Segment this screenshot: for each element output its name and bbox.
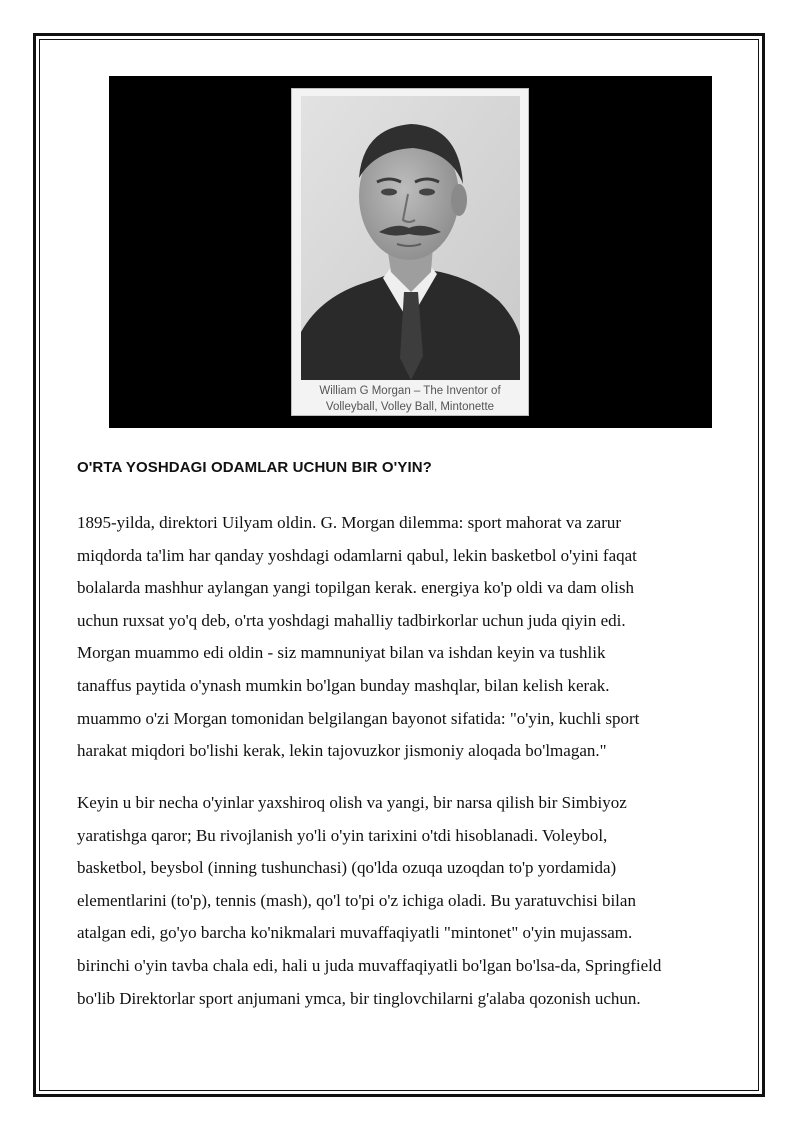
paragraph-1-line: muammo o'zi Morgan tomonidan belgilangan bayonot sifatida: "o'yin, kuchli sport bbox=[77, 708, 640, 728]
paragraph-1-line: bolalarda mashhur aylangan yangi topilgan kerak. energiya ko'p oldi va dam olish bbox=[77, 578, 634, 598]
paragraph-2-line: birinchi o'yin tavba chala edi, hali u juda muvaffaqiyatli bo'lgan bo'lsa-da, Springfield bbox=[77, 955, 662, 975]
paragraph-2-line: atalgan edi, go'yo barcha ko'nikmalari muvaffaqiyatli "mintonet" o'yin mujassam. bbox=[77, 923, 633, 943]
paragraph-1-line: uchun ruxsat yo'q deb, o'rta yoshdagi mahalliy tadbirkorlar uchun juda qiyin edi. bbox=[77, 610, 626, 630]
paragraph-1-line: miqdorda ta'lim har qanday yoshdagi odamlarni qabul, lekin basketbol o'yini faqat bbox=[77, 545, 637, 565]
paragraph-2-line: bo'lib Direktorlar sport anjumani ymca, bir tinglovchilarni g'alaba qozonish uchun. bbox=[77, 988, 641, 1008]
paragraph-2-line: yaratishga qaror; Bu rivojlanish yo'li o'yin tarixini o'tdi hisoblanadi. Voleybol, bbox=[77, 825, 608, 845]
photo-panel bbox=[109, 76, 712, 428]
paragraph-2 bbox=[77, 787, 737, 1015]
paragraph-1-line: 1895-yilda, direktori Uilyam oldin. G. Morgan dilemma: sport mahorat va zarur bbox=[77, 513, 622, 532]
portrait-photo bbox=[301, 96, 520, 380]
paragraph-1-line: harakat miqdori bo'lishi kerak, lekin tajovuzkor jismoniy aloqada bo'lmagan." bbox=[77, 741, 607, 761]
photo-caption bbox=[292, 383, 528, 415]
paragraph-2-line: basketbol, beysbol (inning tushunchasi) (qo'lda ozuqa uzoqdan to'p yordamida) bbox=[77, 858, 617, 878]
photo-card bbox=[291, 88, 529, 416]
section-heading: O'RTA YOSHDAGI ODAMLAR UCHUN BIR O'YIN? bbox=[77, 459, 432, 476]
paragraph-1-line: Morgan muammo edi oldin - siz mamnuniyat bilan va ishdan keyin va tushlik bbox=[77, 643, 606, 663]
paragraph-2-line: Keyin u bir necha o'yinlar yaxshiroq olish va yangi, bir narsa qilish bir Simbiyoz bbox=[77, 793, 627, 812]
paragraph-1-line: tanaffus paytida o'ynash mumkin bo'lgan bunday mashqlar, bilan kelish kerak. bbox=[77, 675, 610, 695]
photo-caption-line-2: Volleyball, Volley Ball, Mintonette bbox=[325, 401, 495, 413]
photo-caption-line-1: William G Morgan – The Inventor of bbox=[319, 385, 501, 397]
paragraph-1 bbox=[77, 507, 737, 768]
paragraph-2-line: elementlarini (to'p), tennis (mash), qo'l to'pi o'z ichiga oladi. Bu yaratuvchisi bilan bbox=[77, 890, 636, 910]
